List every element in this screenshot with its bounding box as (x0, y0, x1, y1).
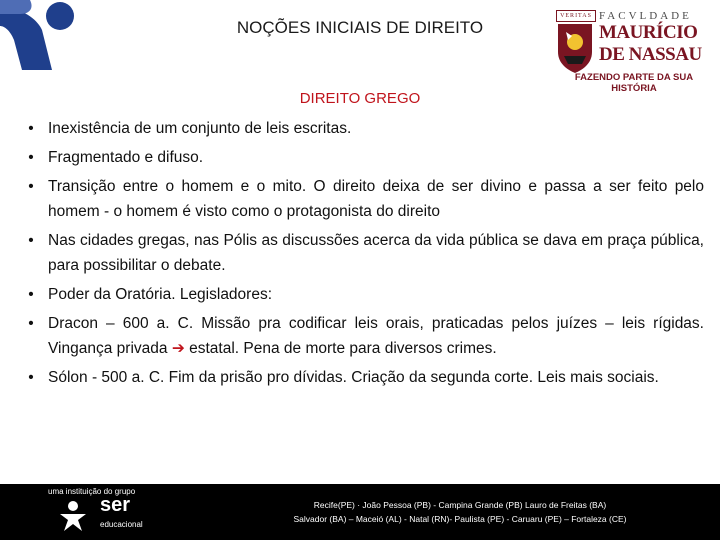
bullet-icon: • (28, 286, 34, 303)
logo-faculdade: FACVLDADE (599, 10, 692, 22)
list-item-text: Poder da Oratória. Legisladores: (48, 286, 273, 303)
logo-motto: VERITAS (556, 10, 596, 22)
bullet-icon: • (28, 369, 34, 386)
shield-crest-icon (556, 22, 594, 74)
list-item-text: Nas cidades gregas, nas Pólis as discussões acerca da vida pública se dava em praça pública, para possibilitar o debate. (48, 232, 704, 274)
list-item (24, 282, 704, 307)
list-item-text: estatal. Pena de morte para diversos crimes. (184, 340, 497, 357)
arrow-right-icon: ➔ (171, 340, 185, 357)
logo-name-line1: MAURÍCIO (599, 22, 698, 43)
list-item-text: Fragmentado e difuso. (48, 149, 204, 166)
footer-caption: uma instituição do grupo (48, 487, 136, 496)
footer-band (0, 484, 720, 540)
list-item (24, 365, 704, 390)
section-title: DIREITO GREGO (299, 90, 421, 107)
footer-cities-line1: Recife(PE) · João Pessoa (PB) - Campina Grande (PB) Lauro de Freitas (BA) (313, 500, 607, 510)
list-item (24, 116, 704, 141)
list-item (24, 145, 704, 170)
list-item-text: Transição entre o homem e o mito. O direito deixa de ser divino e passa a ser feito pelo homem - o homem é visto como o protagonista do direito (48, 178, 704, 220)
college-logo (552, 8, 716, 94)
bullet-list (24, 116, 704, 394)
logo-name-line2: DE NASSAU (599, 44, 702, 65)
page-title: NOÇÕES INICIAIS DE DIREITO (236, 18, 484, 37)
list-item (24, 228, 704, 278)
list-item-text: Sólon - 500 a. C. Fim da prisão pro dívidas. Criação da segunda corte. Leis mais sociais. (48, 369, 659, 386)
bullet-icon: • (28, 120, 34, 137)
bullet-icon: • (28, 315, 34, 332)
bullet-icon: • (28, 149, 34, 166)
list-item (24, 311, 704, 361)
list-item-text: Dracon – 600 a. C. Missão pra codificar leis orais, praticadas pelos juízes – leis rígidas. Vingança privada (48, 315, 704, 357)
bullet-icon: • (28, 232, 34, 249)
ser-star-icon (58, 498, 88, 532)
footer-cities-line2: Salvador (BA) – Maceió (AL) - Natal (RN)- Paulista (PE) - Caruaru (PE) – Fortaleza (CE) (293, 514, 627, 524)
bullet-icon: • (28, 178, 34, 195)
list-item-text: Inexistência de um conjunto de leis escritas. (48, 120, 352, 137)
footer-brand-name: ser (100, 494, 131, 516)
footer-brand-sub: educacional (100, 520, 143, 529)
logo-tagline: FAZENDO PARTE DA SUA HISTÓRIA (574, 72, 694, 94)
list-item (24, 174, 704, 224)
